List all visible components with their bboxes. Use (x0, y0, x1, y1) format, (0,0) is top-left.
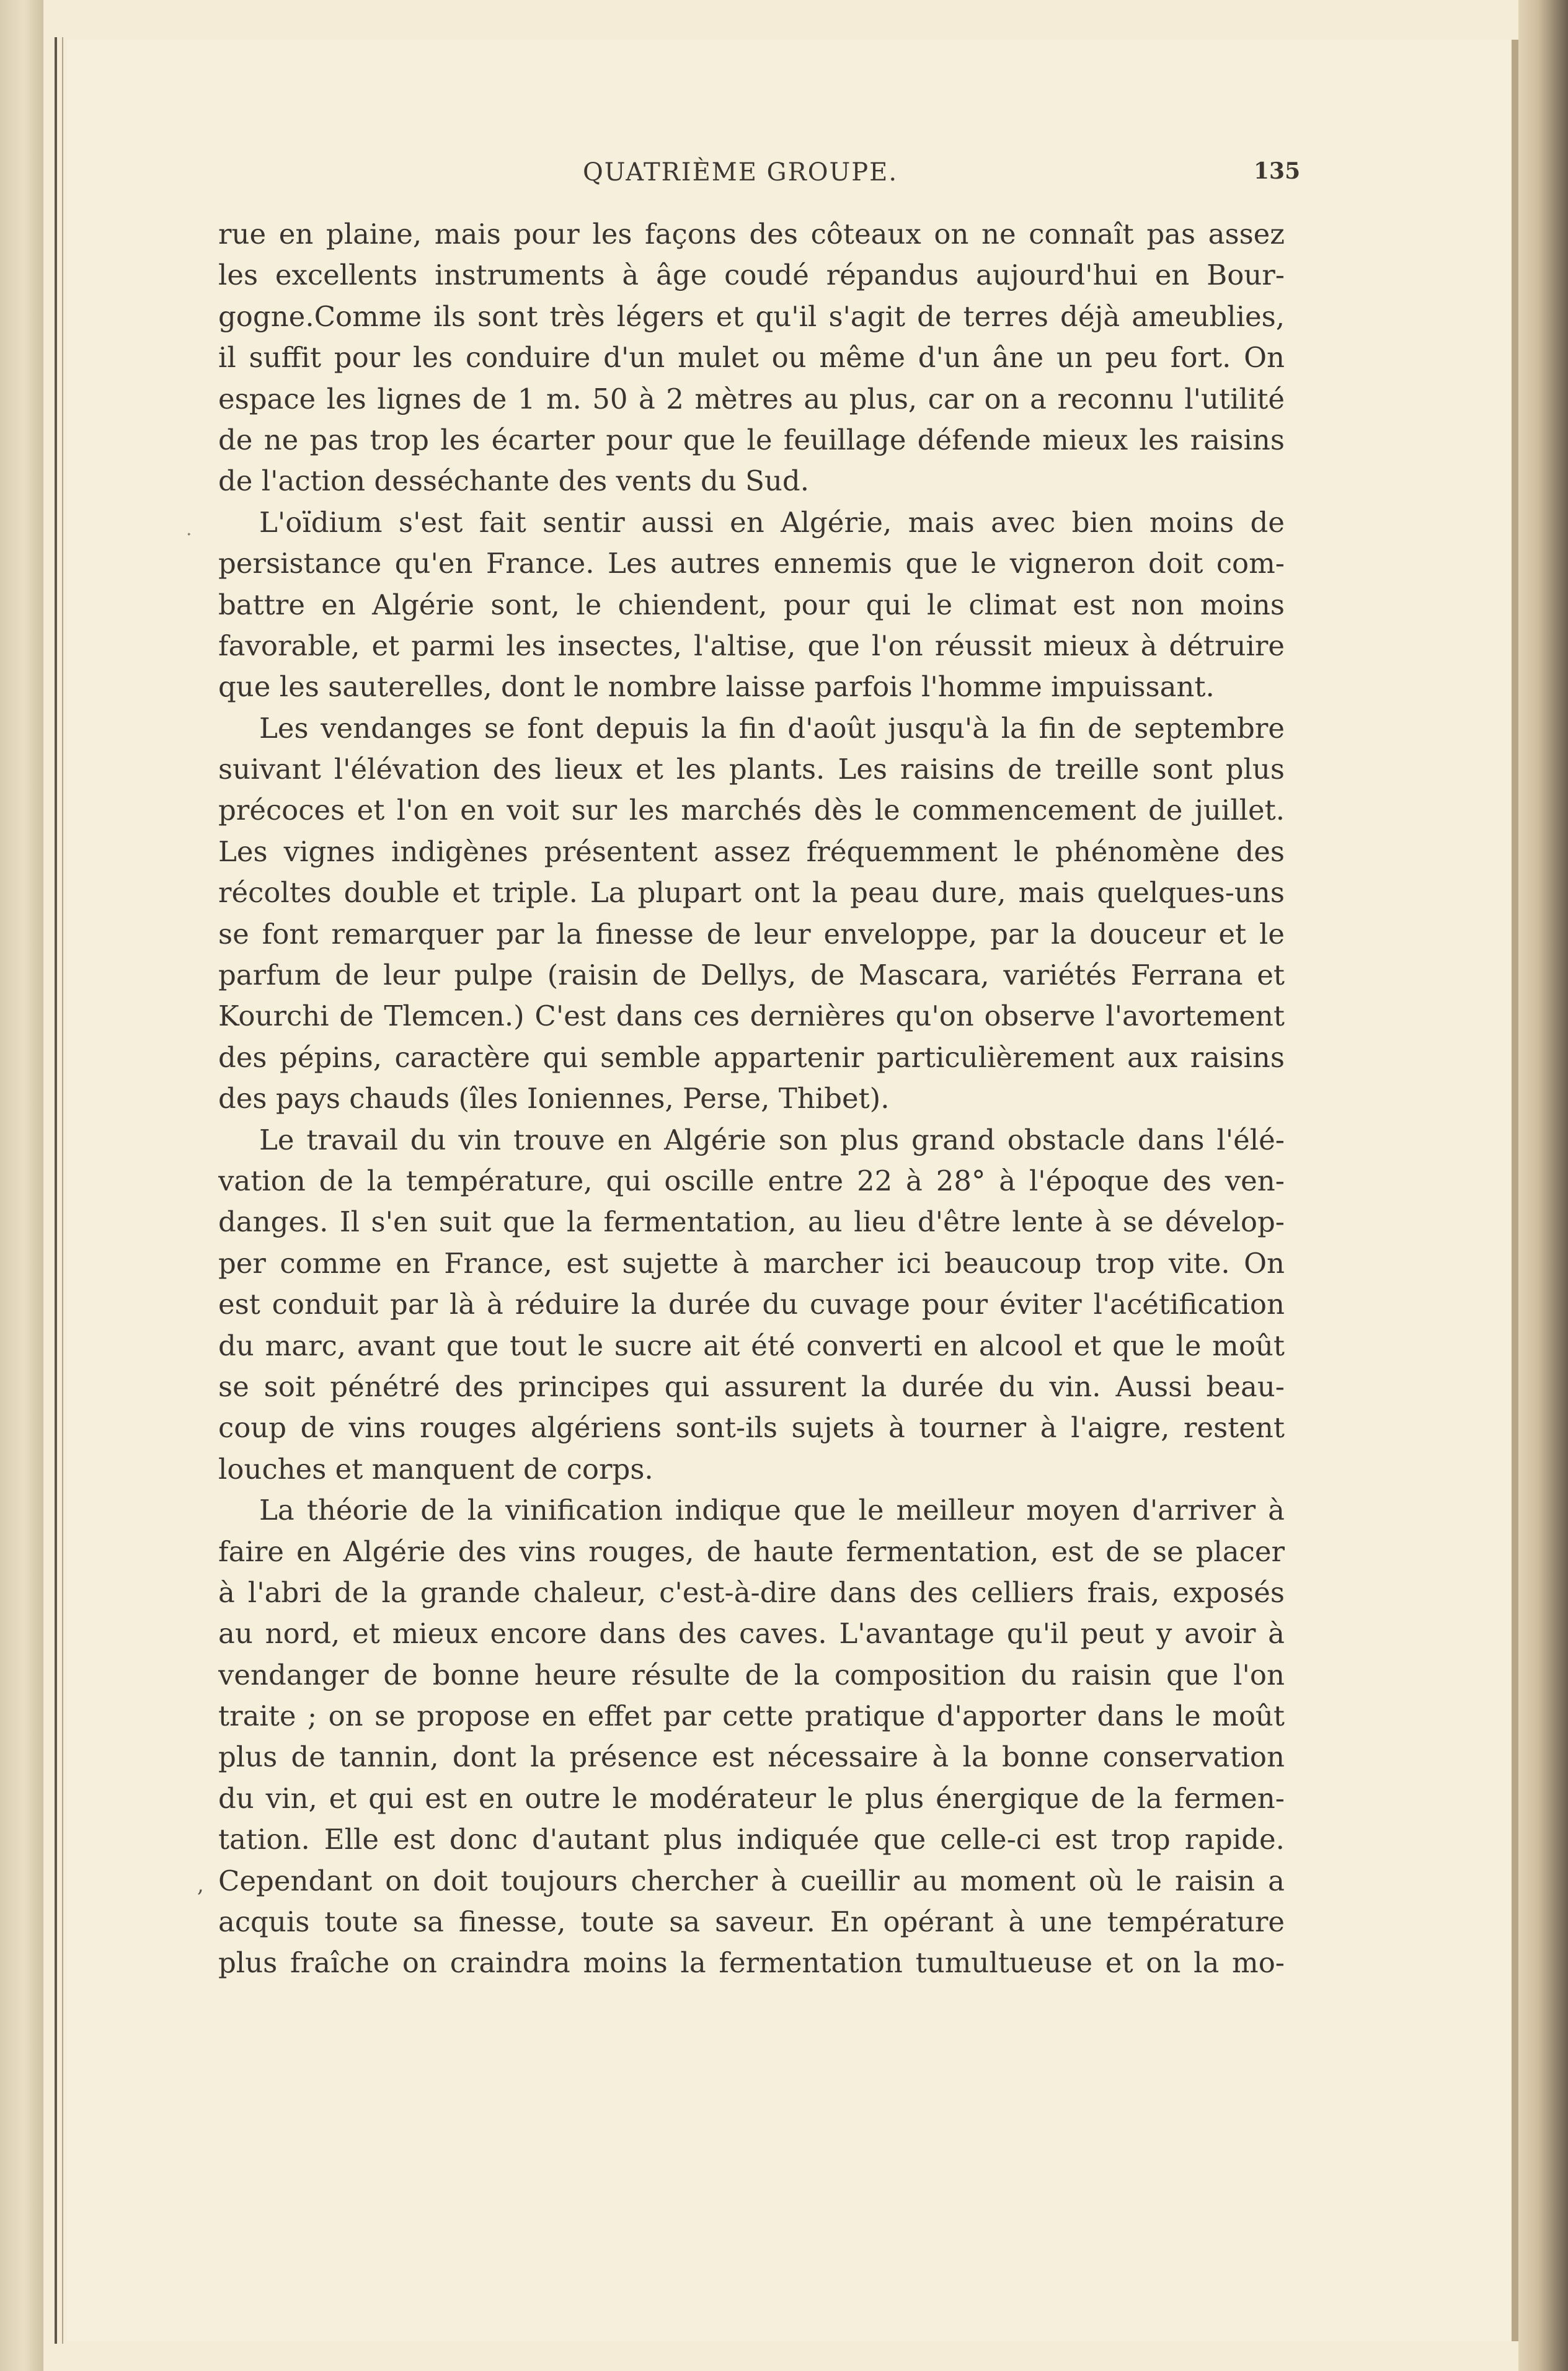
text-line: Les vendanges se font depuis la fin d'août jusqu'à la fin de septembre (259, 711, 1285, 745)
text-line: plus fraîche on craindra moins la fermentation tumultueuse et on la mo- (218, 1946, 1285, 1980)
text-line: traite ; on se propose en effet par cette pratique d'apporter dans le moût (218, 1700, 1285, 1733)
text-line: se soit pénétré des principes qui assurent la durée du vin. Aussi beau- (218, 1370, 1285, 1403)
text-line: de ne pas trop les écarter pour que le feuillage défende mieux les raisins (218, 423, 1285, 456)
text-line: se font remarquer par la finesse de leur enveloppe, par la douceur et le (218, 917, 1285, 951)
running-head (186, 158, 1302, 202)
book-edge-right (1518, 0, 1568, 2371)
text-line: faire en Algérie des vins rouges, de haute fermentation, est de se placer (218, 1535, 1285, 1568)
text-line: Cependant on doit toujours chercher à cueillir au moment où le raisin a (218, 1864, 1285, 1897)
margin-mark-dot: . (186, 518, 192, 540)
text-line: danges. Il s'en suit que la fermentation, au lieu d'être lente à se dévelop- (218, 1205, 1285, 1239)
text-line: Le travail du vin trouve en Algérie son plus grand obstacle dans l'élé- (259, 1123, 1285, 1156)
text-line: à l'abri de la grande chaleur, c'est-à-dire dans des celliers frais, exposés (218, 1575, 1285, 1609)
text-line: les excellents instruments à âge coudé répandus aujourd'hui en Bour- (218, 259, 1285, 292)
text-line: vation de la température, qui oscille entre 22 à 28° à l'époque des ven- (218, 1164, 1285, 1197)
text-line: persistance qu'en France. Les autres ennemis que le vigneron doit com- (218, 547, 1285, 580)
text-line: Kourchi de Tlemcen.) C'est dans ces dernières qu'on observe l'avortement (218, 999, 1285, 1033)
text-line: est conduit par là à réduire la durée du cuvage pour éviter l'acétification (218, 1288, 1285, 1321)
text-line: des pays chauds (îles Ioniennes, Perse, Thibet). (218, 1082, 890, 1115)
text-line: plus de tannin, dont la présence est nécessaire à la bonne conservation (218, 1740, 1285, 1774)
text-line: gogne.Comme ils sont très légers et qu'il s'agit de terres déjà ameublies, (218, 299, 1285, 333)
text-line: rue en plaine, mais pour les façons des côteaux on ne connaît pas assez (218, 218, 1285, 250)
text-line: du vin, et qui est en outre le modérateur le plus énergique de la fermen- (218, 1781, 1285, 1815)
text-line: per comme en France, est sujette à marcher ici beaucoup trop vite. On (218, 1246, 1285, 1280)
running-head-title: QUATRIÈME GROUPE. (583, 158, 898, 187)
text-line: battre en Algérie sont, le chiendent, pour qui le climat est non moins (218, 588, 1285, 621)
text-line: Les vignes indigènes présentent assez fréquemment le phénomène des (218, 835, 1285, 868)
text-line: précoces et l'on en voit sur les marchés dès le commencement de juillet. (218, 794, 1285, 827)
page-number: 135 (1254, 158, 1301, 184)
text-line: de l'action desséchante des vents du Sud. (218, 464, 810, 498)
text-line: louches et manquent de corps. (218, 1452, 653, 1486)
text-line: il suffit pour les conduire d'un mulet ou même d'un âne un peu fort. On (218, 341, 1285, 374)
text-line: acquis toute sa finesse, toute sa saveur. En opérant à une température (218, 1905, 1285, 1939)
text-line: parfum de leur pulpe (raisin de Dellys, de Mascara, variétés Ferrana et (218, 959, 1285, 992)
text-line: suivant l'élévation des lieux et les plants. Les raisins de treille sont plus (218, 753, 1285, 786)
margin-mark-comma: , (197, 1872, 204, 1897)
text-line: L'oïdium s'est fait sentir aussi en Algérie, mais avec bien moins de (259, 505, 1285, 539)
text-line: tation. Elle est donc d'autant plus indiquée que celle-ci est trop rapide. (218, 1823, 1285, 1856)
page-gutter-rule-inner (62, 37, 63, 2344)
text-line: favorable, et parmi les insectes, l'altise, que l'on réussit mieux à détruire (218, 629, 1285, 662)
text-line: au nord, et mieux encore dans des caves. L'avantage qu'il peut y avoir à (218, 1617, 1285, 1651)
text-line: que les sauterelles, dont le nombre laisse parfois l'homme impuissant. (218, 670, 1215, 704)
text-line: espace les lignes de 1 m. 50 à 2 mètres au plus, car on a reconnu l'utilité (218, 382, 1285, 415)
text-line: récoltes double et triple. La plupart ont la peau dure, mais quelques-uns (218, 876, 1285, 910)
text-line: La théorie de la vinification indique que le meilleur moyen d'arriver à (259, 1494, 1285, 1527)
text-line: des pépins, caractère qui semble appartenir particulièrement aux raisins (218, 1040, 1285, 1074)
text-line: vendanger de bonne heure résulte de la composition du raisin que l'on (218, 1658, 1285, 1691)
body-text (218, 214, 1285, 1984)
text-line: coup de vins rouges algériens sont-ils sujets à tourner à l'aigre, restent (218, 1411, 1285, 1445)
text-line: du marc, avant que tout le sucre ait été converti en alcool et que le moût (218, 1329, 1285, 1362)
page-gutter-rule (55, 37, 57, 2344)
book-binding-left (0, 0, 43, 2371)
